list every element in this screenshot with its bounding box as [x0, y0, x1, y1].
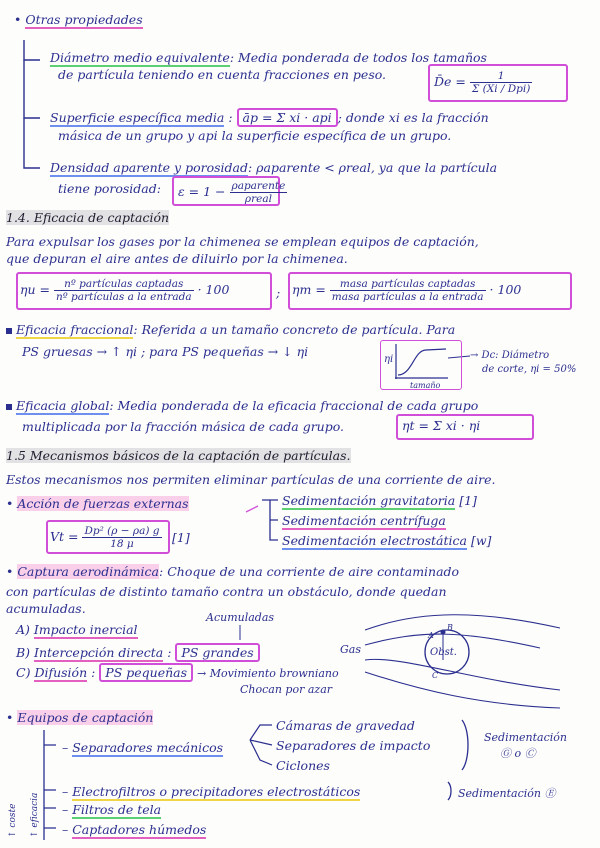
hum: Captadores húmedos: [72, 822, 207, 837]
aero-text3: acumuladas.: [6, 601, 86, 616]
elec-line: – Electrofiltros o precipitadores electrostáticos: [62, 784, 361, 799]
vt-formula: Vt = $\frac{\text{Dp² (ρ − ρa) g}}{18 \mu}$: [50, 525, 160, 550]
point-b-label: B: [447, 623, 453, 632]
glob-term: Eficacia global: [16, 398, 110, 413]
p3-text: : ρaparente < ρreal, ya que la partícula: [247, 160, 498, 175]
section-1-title: Otras propiedades: [25, 12, 143, 27]
frac-line1: [6, 322, 455, 337]
p1-text2: de partícula teniendo en cuenta fracciones en peso.: [58, 67, 387, 82]
c-text: Difusión: [34, 665, 88, 680]
frac-text: : Referida a un tamaño concreto de partícula. Para: [133, 322, 456, 337]
p2-term: Superficie específica media: [50, 110, 225, 125]
mec: Separadores mecánicos: [72, 740, 224, 755]
tela-line: – Filtros de tela: [62, 802, 162, 817]
side-eficacia: ↑ eficacia: [30, 792, 40, 838]
p3-line1: [50, 160, 497, 175]
aero-line1: • Captura aerodinámica: Choque de una corriente de aire contaminado: [6, 564, 460, 579]
mec3: Ciclones: [276, 758, 330, 773]
c-note: PS pequeñas: [99, 663, 193, 682]
point-a-label: A: [428, 631, 434, 640]
ext-term: Acción de fuerzas externas: [17, 496, 189, 511]
p1-term: Diámetro medio equivalente: [50, 50, 230, 65]
p1-text: : Media ponderada de todos los tamaños: [229, 50, 487, 65]
mec-line: – Separadores mecánicos: [62, 740, 224, 755]
sed1-line: Sedimentación gravitatoria [1]: [282, 493, 477, 508]
side-coste: ↑ coste: [8, 803, 18, 838]
section-2-heading: [6, 210, 169, 225]
section-3-title: 1.5 Mecanismos básicos de la captación de partículas.: [6, 448, 351, 463]
tela: Filtros de tela: [72, 802, 162, 817]
c-note2: → Movimiento browniano: [197, 667, 339, 680]
p3-formula: ε = 1 − $\frac{\text{ρaparente}}{\text{ρreal}}$: [178, 180, 286, 205]
p1-line1: [50, 50, 487, 65]
p2-line1: Superficie específica media : āp = Σ xi · api ; donde xi es la fracción: [50, 110, 489, 125]
aero-term: Captura aerodinámica: [17, 564, 160, 579]
sed3-line: Sedimentación electrostática [w]: [282, 533, 492, 548]
formula-sep: ;: [276, 285, 281, 300]
elec-sed: Sedimentación Ⓔ: [458, 787, 556, 800]
section-2-title: 1.4. Eficacia de captación: [6, 210, 170, 225]
point-c-label: C: [432, 671, 439, 680]
b-line: B) Intercepción directa : PS grandes: [16, 643, 260, 662]
section-3-heading: [6, 448, 351, 463]
obstacle-diagram: [365, 615, 560, 708]
c-line: C) Difusión : PS pequeñas → Movimiento browniano: [16, 665, 339, 680]
graph-x: tamaño: [410, 381, 441, 390]
section-1-heading: • Otras propiedades: [14, 12, 143, 27]
section-4-heading: • Equipos de captación: [6, 710, 154, 725]
p3-term: Densidad aparente y porosidad: [50, 160, 248, 175]
sed2: Sedimentación centrífuga: [282, 513, 446, 528]
p2-text: ; donde xi es la fracción: [337, 110, 489, 125]
elec: Electrofiltros o precipitadores electrostáticos: [72, 784, 361, 799]
eta-u-formula: ηu = $\frac{\text{nº partículas captadas}}{\text{nº partículas a la entrada}}$ · 100: [20, 278, 230, 303]
a-line: A) Impacto inercial: [16, 622, 138, 637]
sed1: Sedimentación gravitatoria: [282, 493, 456, 508]
a-text: Impacto inercial: [33, 622, 138, 637]
hum-line: – Captadores húmedos: [62, 822, 207, 837]
s2-intro1: Para expulsar los gases por la chimenea se emplean equipos de captación,: [6, 234, 479, 249]
p2-formula: āp = Σ xi · api: [237, 108, 338, 127]
graph-note2: de corte, ηi = 50%: [482, 364, 577, 375]
glob-text2: multiplicada por la fracción másica de cada grupo.: [22, 419, 345, 434]
graph-note1: → Dc: Diámetro: [470, 350, 550, 361]
mec1: Cámaras de gravedad: [276, 718, 415, 733]
glob-formula: ηt = Σ xi · ηi: [402, 418, 481, 433]
p3-text2: tiene porosidad:: [58, 181, 161, 196]
eta-m-formula: ηm = $\frac{\text{masa partículas captadas}}{\text{masa partículas a la entrada}}$ · 100: [292, 278, 522, 303]
mec-sed2: Ⓖ o Ⓒ: [500, 747, 536, 760]
mec2: Separadores de impacto: [276, 738, 431, 753]
section-4-title: Equipos de captación: [17, 710, 154, 725]
gas-label: Gas: [340, 643, 361, 656]
sed2-line: [282, 513, 446, 528]
acum-label: Acumuladas: [206, 611, 275, 624]
vt-ref: [1]: [172, 530, 190, 545]
b-text: Intercepción directa: [34, 645, 164, 660]
p2-text2: másica de un grupo y api la superficie específica de un grupo.: [58, 128, 452, 143]
p1-formula: D̄e = $\frac{1}{\text{Σ (Xi / Dpi)}}$: [434, 70, 531, 95]
glob-line1: [6, 398, 478, 413]
frac-text2: PS gruesas → ↑ ηi ; para PS pequeñas → ↓ ηi: [22, 344, 309, 359]
glob-text: : Media ponderada de la eficacia fraccional de cada grupo: [109, 398, 479, 413]
aero-text: : Choque de una corriente de aire contaminado: [159, 564, 460, 579]
obstacle-label: Obst.: [430, 647, 457, 658]
c-note3: Chocan por azar: [240, 683, 333, 696]
mec-sed: Sedimentación: [484, 731, 567, 744]
frac-term: Eficacia fraccional: [16, 322, 134, 337]
aero-text2: con partículas de distinto tamaño contra un obstáculo, donde quedan: [6, 584, 447, 599]
ext-heading: • Acción de fuerzas externas: [6, 496, 189, 511]
s3-intro: Estos mecanismos nos permiten eliminar partículas de una corriente de aire.: [6, 472, 496, 487]
b-note: PS grandes: [175, 643, 259, 662]
sed3: Sedimentación electrostática: [282, 533, 467, 548]
s2-intro2: que depuran el aire antes de diluirlo por la chimenea.: [6, 251, 348, 266]
graph-y: ηi: [384, 354, 394, 365]
